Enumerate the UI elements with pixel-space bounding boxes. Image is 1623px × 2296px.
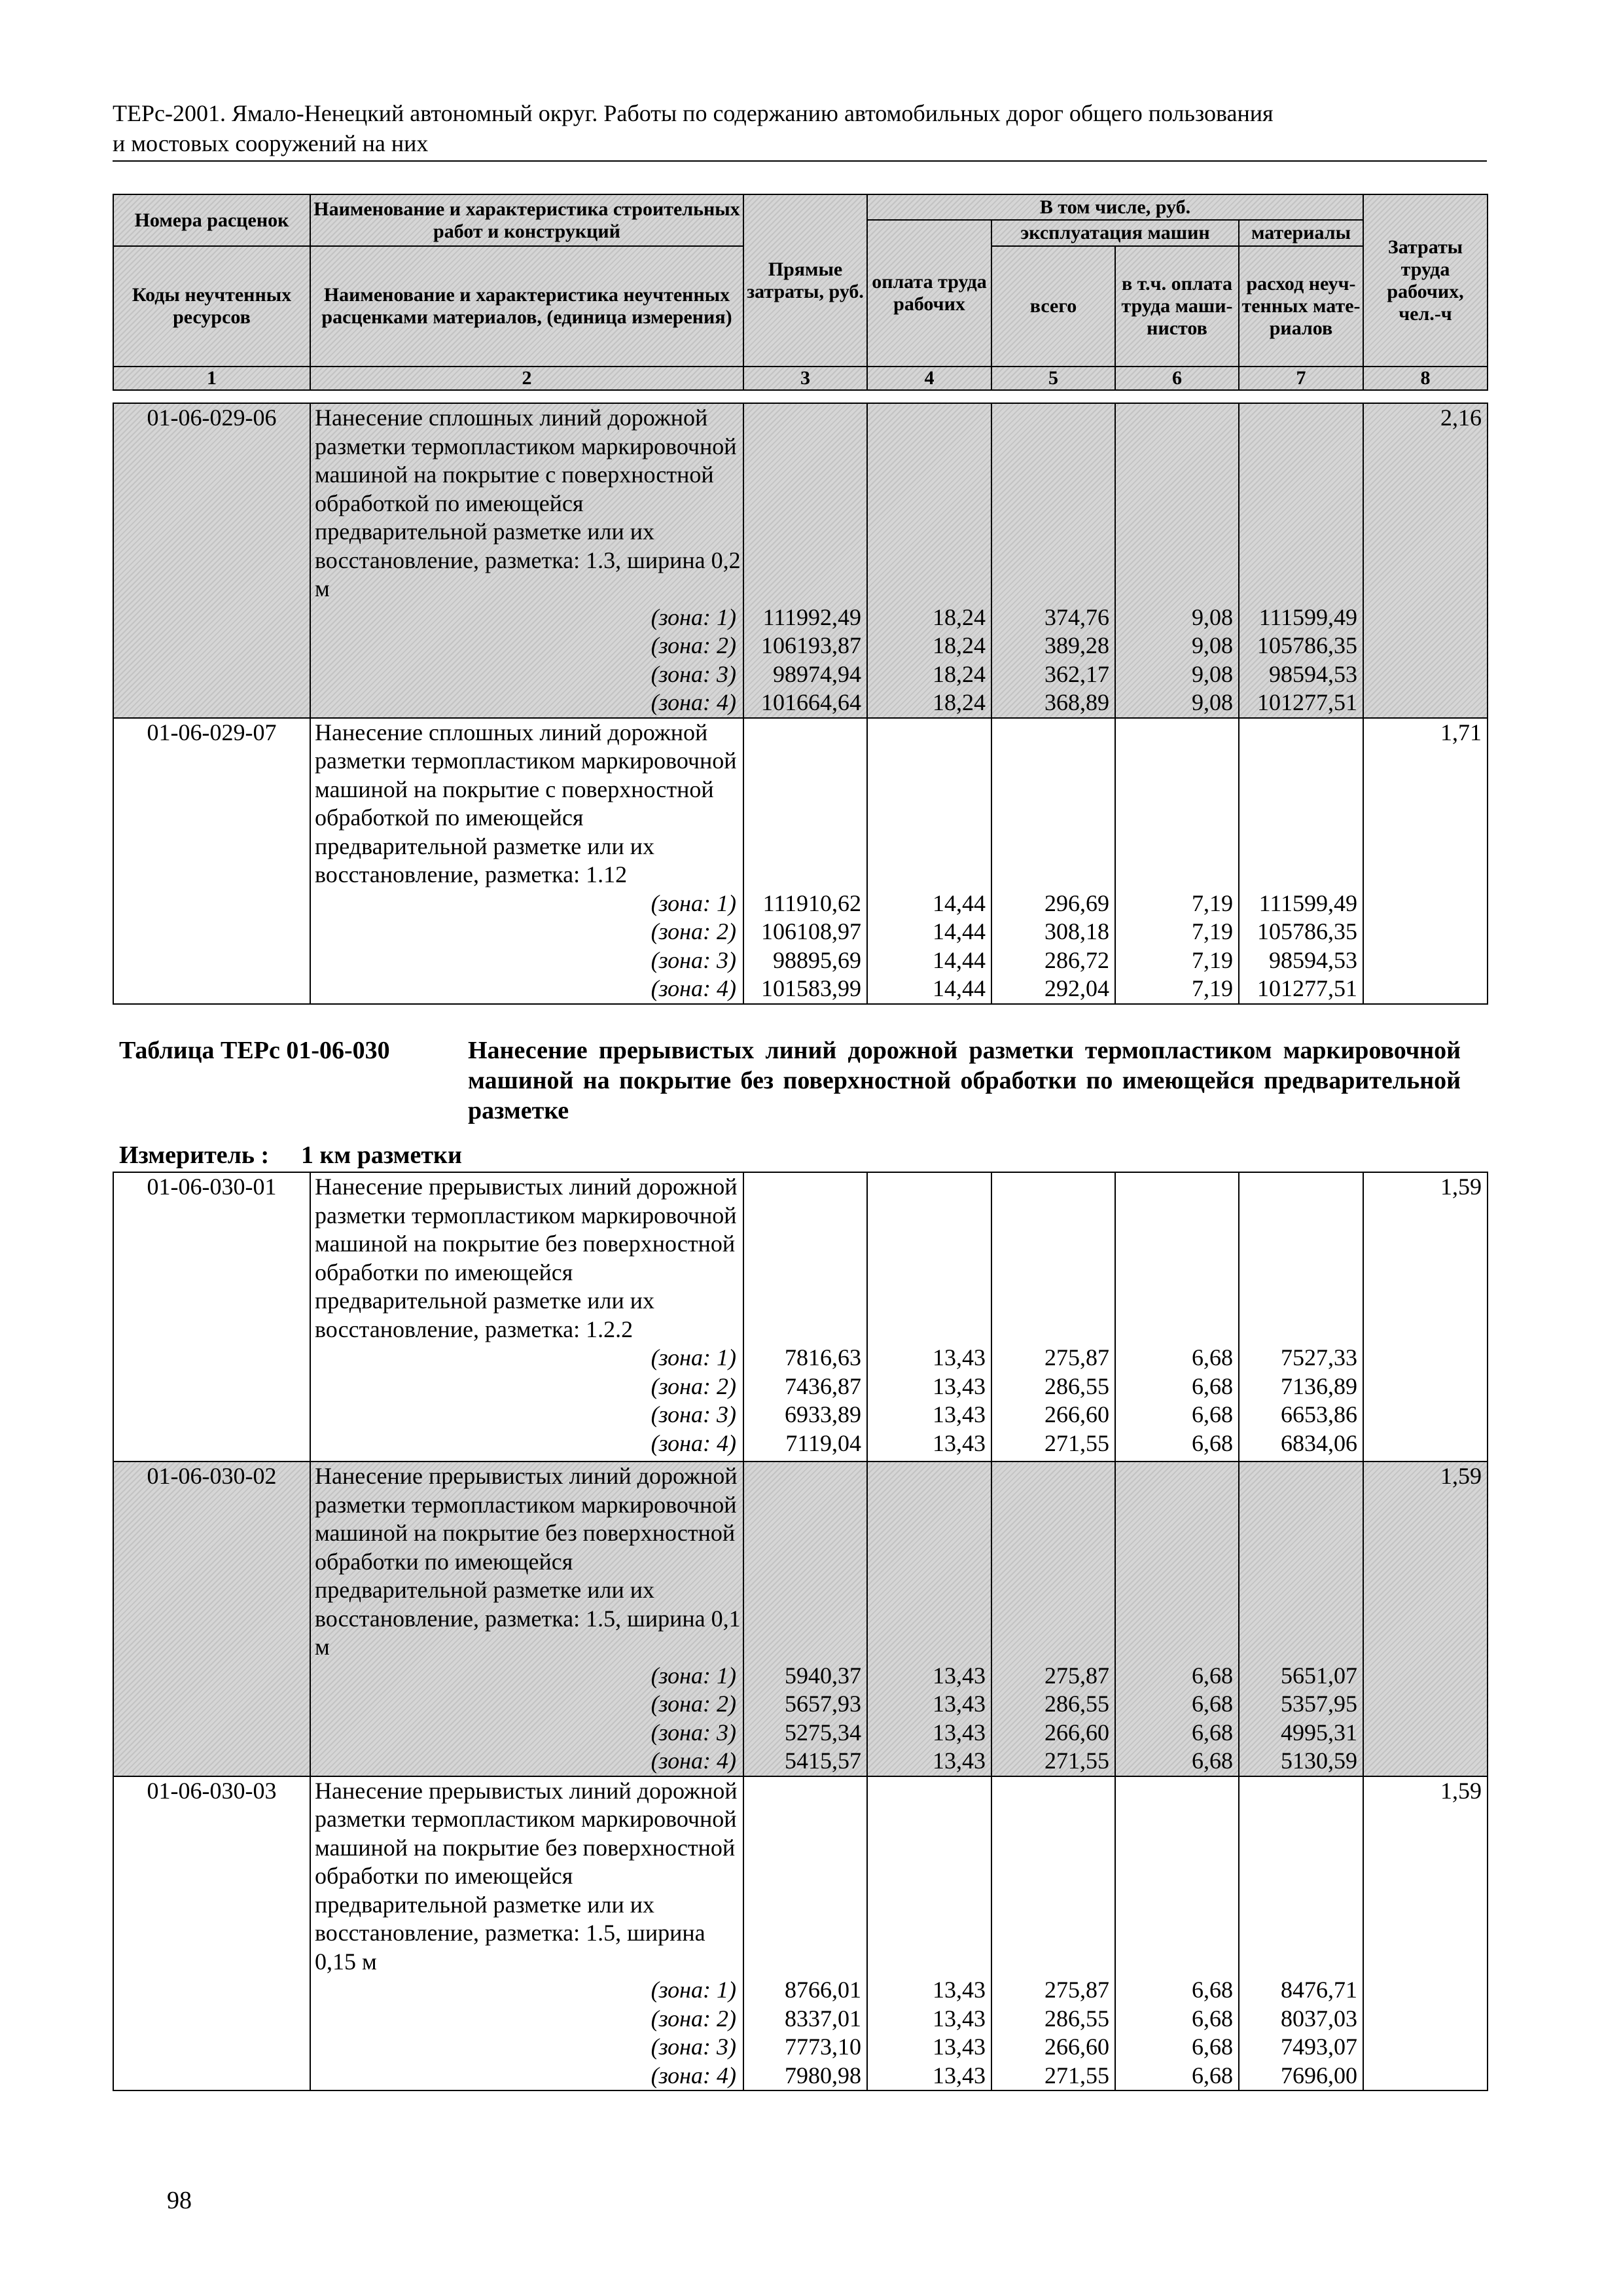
- direct-costs-value: 106193,87: [761, 632, 861, 658]
- direct-costs-value: 7436,87: [785, 1372, 861, 1399]
- zone-label: (зона: 4): [651, 1748, 736, 1774]
- materials-value: 7136,89: [1281, 1372, 1357, 1399]
- header-operator-pay: в т.ч. оплата труда маши-нистов: [1115, 246, 1239, 367]
- machines-total-value: 275,87: [1044, 1662, 1109, 1689]
- machines-total-value: 286,55: [1044, 1372, 1109, 1399]
- direct-costs-value: 6933,89: [785, 1401, 861, 1427]
- labor-costs-value: 1,59: [1363, 1462, 1488, 1776]
- direct-costs-value: 111910,62: [762, 889, 861, 916]
- operator-pay-value: 6,68: [1192, 1372, 1233, 1399]
- worker-pay-value: 13,43: [933, 1401, 986, 1427]
- zone-label: (зона: 3): [651, 2034, 736, 2060]
- materials-value: 111599,49: [1258, 603, 1357, 630]
- table-row: [113, 1172, 1488, 1462]
- machines-total-cell: [991, 1462, 1115, 1776]
- direct-costs-value: 5415,57: [785, 1748, 861, 1774]
- worker-pay-value: 18,24: [933, 689, 986, 715]
- page-header-line-1: ТЕРс-2001. Ямало-Ненецкий автономный округ. Работы по содержанию автомобильных дорог общего пользования: [113, 100, 1274, 126]
- rate-code: 01-06-029-06: [113, 403, 310, 718]
- machines-total-value: 275,87: [1044, 1344, 1109, 1371]
- direct-costs-value: 7773,10: [785, 2034, 861, 2060]
- operator-pay-value: 6,68: [1192, 1977, 1233, 2003]
- rate-description-cell: [310, 1776, 743, 2091]
- measurer-label: Измеритель :: [119, 1141, 270, 1169]
- zone-label: (зона: 2): [651, 2005, 736, 2032]
- machines-total-value: 286,72: [1044, 946, 1109, 973]
- rates-table-029: [113, 403, 1488, 1005]
- worker-pay-value: 13,43: [933, 2034, 986, 2060]
- operator-pay-value: 6,68: [1192, 1662, 1233, 1689]
- column-number: 8: [1363, 367, 1488, 390]
- rate-description: Нанесение сплошных линий дорожной разметки термопластиком маркировочной машиной на покрытие с поверхностной обработкой по имеющейся предварительной разметке или их восстановление, разметка: 1.12: [315, 719, 737, 888]
- worker-pay-cell: [867, 403, 991, 718]
- machines-total-cell: [991, 1172, 1115, 1462]
- rate-description-cell: [310, 1462, 743, 1776]
- zone-label: (зона: 2): [651, 918, 736, 944]
- worker-pay-value: 18,24: [933, 660, 986, 687]
- operator-pay-value: 7,19: [1192, 946, 1233, 973]
- zone-label: (зона: 1): [651, 1662, 736, 1689]
- rate-description-cell: [310, 718, 743, 1004]
- materials-value: 105786,35: [1257, 918, 1357, 944]
- operator-pay-value: 6,68: [1192, 1691, 1233, 1717]
- materials-value: 7493,07: [1281, 2034, 1357, 2060]
- zone-label: (зона: 4): [651, 1429, 736, 1456]
- header-materials: материалы: [1239, 220, 1363, 246]
- table-row: [113, 1462, 1488, 1776]
- direct-costs-value: 5275,34: [785, 1719, 861, 1746]
- rate-code: 01-06-030-03: [113, 1776, 310, 2091]
- operator-pay-value: 6,68: [1192, 1344, 1233, 1371]
- header-worker-pay: оплата труда рабочих: [867, 220, 991, 367]
- rate-description-cell: [310, 1172, 743, 1462]
- machines-total-value: 368,89: [1044, 689, 1109, 715]
- materials-cell: [1239, 403, 1363, 718]
- materials-value: 105786,35: [1257, 632, 1357, 658]
- materials-value: 7527,33: [1281, 1344, 1357, 1371]
- materials-value: 5130,59: [1281, 1748, 1357, 1774]
- zone-label: (зона: 3): [651, 1401, 736, 1427]
- rate-code: 01-06-030-02: [113, 1462, 310, 1776]
- operator-pay-value: 6,68: [1192, 2034, 1233, 2060]
- direct-costs-value: 98895,69: [773, 946, 861, 973]
- labor-costs-value: 1,71: [1363, 718, 1488, 1004]
- materials-value: 5651,07: [1281, 1662, 1357, 1689]
- machines-total-value: 275,87: [1044, 1977, 1109, 2003]
- materials-value: 8037,03: [1281, 2005, 1357, 2032]
- page-header-line-2: и мостовых сооружений на них: [113, 130, 429, 156]
- rates-table-030: [113, 1172, 1488, 2091]
- column-number: 2: [310, 367, 743, 390]
- operator-pay-value: 7,19: [1192, 918, 1233, 944]
- direct-costs-value: 5657,93: [785, 1691, 861, 1717]
- materials-value: 8476,71: [1281, 1977, 1357, 2003]
- header-unaccounted-material: расход неуч-тенных мате-риалов: [1239, 246, 1363, 367]
- header-rule: [113, 160, 1487, 162]
- worker-pay-value: 13,43: [933, 2062, 986, 2089]
- machines-total-value: 389,28: [1044, 632, 1109, 658]
- operator-pay-value: 6,68: [1192, 1401, 1233, 1427]
- measurer-value: 1 км разметки: [301, 1141, 462, 1169]
- rate-description: Нанесение прерывистых линий дорожной разметки термопластиком маркировочной машиной на покрытие без поверхностной обработки по имеющейся предварительной разметке или их восстановление, разметка: 1.5, ширина 0,1 м: [315, 1463, 741, 1660]
- zone-label: (зона: 2): [651, 1691, 736, 1717]
- rate-code: 01-06-030-01: [113, 1172, 310, 1462]
- operator-pay-value: 7,19: [1192, 889, 1233, 916]
- zone-label: (зона: 1): [651, 603, 736, 630]
- worker-pay-value: 18,24: [933, 632, 986, 658]
- machines-total-value: 374,76: [1044, 603, 1109, 630]
- direct-costs-value: 98974,94: [773, 660, 861, 687]
- worker-pay-value: 13,43: [933, 1372, 986, 1399]
- direct-costs-value: 8337,01: [785, 2005, 861, 2032]
- operator-pay-value: 9,08: [1192, 603, 1233, 630]
- direct-costs-cell: [743, 1172, 867, 1462]
- column-number: 5: [991, 367, 1115, 390]
- direct-costs-value: 7119,04: [785, 1429, 861, 1456]
- zone-label: (зона: 3): [651, 660, 736, 687]
- column-number: 4: [867, 367, 991, 390]
- direct-costs-value: 8766,01: [785, 1977, 861, 2003]
- operator-pay-value: 6,68: [1192, 1429, 1233, 1456]
- machines-total-value: 286,55: [1044, 2005, 1109, 2032]
- column-number: 1: [113, 367, 310, 390]
- header-incl: В том числе, руб.: [867, 194, 1363, 220]
- column-number: 7: [1239, 367, 1363, 390]
- zone-label: (зона: 1): [651, 889, 736, 916]
- rate-description: Нанесение прерывистых линий дорожной разметки термопластиком маркировочной машиной на покрытие без поверхностной обработки по имеющейся предварительной разметке или их восстановление, разметка: 1.2.2: [315, 1174, 738, 1342]
- header-work-name: Наименование и характеристика строительных работ и конструкций: [310, 194, 743, 246]
- worker-pay-value: 13,43: [933, 1719, 986, 1746]
- worker-pay-value: 13,43: [933, 2005, 986, 2032]
- materials-cell: [1239, 1172, 1363, 1462]
- page-number: 98: [167, 2187, 192, 2214]
- worker-pay-value: 14,44: [933, 946, 986, 973]
- table-title: Нанесение прерывистых линий дорожной разметки термопластиком маркировочной машиной на покрытие без поверхностной обработки по имеющейся предварительной разметке: [468, 1037, 1461, 1124]
- direct-costs-cell: [743, 403, 867, 718]
- worker-pay-value: 14,44: [933, 918, 986, 944]
- operator-pay-value: 6,68: [1192, 1748, 1233, 1774]
- direct-costs-cell: [743, 1462, 867, 1776]
- rate-description: Нанесение прерывистых линий дорожной разметки термопластиком маркировочной машиной на покрытие без поверхностной обработки по имеющейся предварительной разметке или их восстановление, разметка: 1.5, ширина 0,15 м: [315, 1777, 738, 1975]
- machines-total-value: 266,60: [1044, 1401, 1109, 1427]
- labor-costs-value: 2,16: [1363, 403, 1488, 718]
- header-machine-exploitation: эксплуатация машин: [991, 220, 1239, 246]
- materials-cell: [1239, 1462, 1363, 1776]
- direct-costs-value: 106108,97: [761, 918, 861, 944]
- worker-pay-value: 13,43: [933, 1662, 986, 1689]
- table-row: [113, 1776, 1488, 2091]
- worker-pay-value: 13,43: [933, 1344, 986, 1371]
- materials-value: 4995,31: [1281, 1719, 1357, 1746]
- zone-label: (зона: 4): [651, 689, 736, 715]
- materials-value: 7696,00: [1281, 2062, 1357, 2089]
- operator-pay-cell: [1115, 718, 1239, 1004]
- zone-label: (зона: 4): [651, 2062, 736, 2089]
- worker-pay-value: 13,43: [933, 1429, 986, 1456]
- worker-pay-cell: [867, 1776, 991, 2091]
- zone-label: (зона: 2): [651, 1372, 736, 1399]
- header-resource-codes: Коды неучтенных ресурсов: [113, 246, 310, 367]
- operator-pay-value: 9,08: [1192, 689, 1233, 715]
- zone-label: (зона: 1): [651, 1977, 736, 2003]
- worker-pay-cell: [867, 1462, 991, 1776]
- zone-label: (зона: 3): [651, 946, 736, 973]
- machines-total-value: 362,17: [1044, 660, 1109, 687]
- direct-costs-value: 111992,49: [762, 603, 861, 630]
- machines-total-value: 286,55: [1044, 1691, 1109, 1717]
- materials-value: 6834,06: [1281, 1429, 1357, 1456]
- operator-pay-value: 6,68: [1192, 2005, 1233, 2032]
- labor-costs-value: 1,59: [1363, 1776, 1488, 2091]
- machines-total-value: 296,69: [1044, 889, 1109, 916]
- table-id: Таблица ТЕРс 01-06-030: [119, 1037, 390, 1064]
- materials-value: 98594,53: [1269, 660, 1357, 687]
- worker-pay-cell: [867, 1172, 991, 1462]
- worker-pay-value: 14,44: [933, 975, 986, 1001]
- operator-pay-cell: [1115, 1172, 1239, 1462]
- rate-description-cell: [310, 403, 743, 718]
- worker-pay-value: 13,43: [933, 1691, 986, 1717]
- operator-pay-cell: [1115, 1462, 1239, 1776]
- materials-value: 5357,95: [1281, 1691, 1357, 1717]
- worker-pay-value: 13,43: [933, 1977, 986, 2003]
- direct-costs-cell: [743, 1776, 867, 2091]
- worker-pay-cell: [867, 718, 991, 1004]
- column-number: 6: [1115, 367, 1239, 390]
- machines-total-value: 266,60: [1044, 2034, 1109, 2060]
- zone-label: (зона: 3): [651, 1719, 736, 1746]
- operator-pay-value: 7,19: [1192, 975, 1233, 1001]
- materials-value: 111599,49: [1258, 889, 1357, 916]
- machines-total-value: 308,18: [1044, 918, 1109, 944]
- header-direct-costs: Прямые затраты, руб.: [743, 194, 867, 367]
- direct-costs-value: 5940,37: [785, 1662, 861, 1689]
- worker-pay-value: 18,24: [933, 603, 986, 630]
- operator-pay-value: 6,68: [1192, 1719, 1233, 1746]
- machines-total-value: 271,55: [1044, 2062, 1109, 2089]
- machines-total-cell: [991, 403, 1115, 718]
- operator-pay-value: 9,08: [1192, 660, 1233, 687]
- column-number: 3: [743, 367, 867, 390]
- machines-total-cell: [991, 1776, 1115, 2091]
- materials-value: 6653,86: [1281, 1401, 1357, 1427]
- machines-total-value: 266,60: [1044, 1719, 1109, 1746]
- zone-label: (зона: 4): [651, 975, 736, 1001]
- labor-costs-value: 1,59: [1363, 1172, 1488, 1462]
- table-row: [113, 718, 1488, 1004]
- materials-value: 101277,51: [1257, 975, 1357, 1001]
- direct-costs-value: 101583,99: [761, 975, 861, 1001]
- materials-cell: [1239, 1776, 1363, 2091]
- measurer: [119, 1140, 462, 1170]
- direct-costs-value: 101664,64: [761, 689, 861, 715]
- machines-total-cell: [991, 718, 1115, 1004]
- operator-pay-value: 6,68: [1192, 2062, 1233, 2089]
- page-header: [113, 98, 1487, 158]
- column-header-table: [113, 194, 1488, 391]
- zone-label: (зона: 2): [651, 632, 736, 658]
- materials-cell: [1239, 718, 1363, 1004]
- direct-costs-value: 7980,98: [785, 2062, 861, 2089]
- rate-description: Нанесение сплошных линий дорожной разметки термопластиком маркировочной машиной на покрытие с поверхностной обработкой по имеющейся предварительной разметке или их восстановление, разметка: 1.3, ширина 0,2 м: [315, 404, 741, 601]
- machines-total-value: 292,04: [1044, 975, 1109, 1001]
- machines-total-value: 271,55: [1044, 1429, 1109, 1456]
- header-rate-number: Номера расценок: [113, 194, 310, 246]
- operator-pay-cell: [1115, 1776, 1239, 2091]
- operator-pay-cell: [1115, 403, 1239, 718]
- header-materials-name: Наименование и характеристика неучтенных расценками материалов, (единица измерения): [310, 246, 743, 367]
- direct-costs-cell: [743, 718, 867, 1004]
- table-row: [113, 403, 1488, 718]
- materials-value: 98594,53: [1269, 946, 1357, 973]
- zone-label: (зона: 1): [651, 1344, 736, 1371]
- machines-total-value: 271,55: [1044, 1748, 1109, 1774]
- worker-pay-value: 14,44: [933, 889, 986, 916]
- header-labor-costs: Затраты труда рабочих, чел.-ч: [1363, 194, 1488, 367]
- operator-pay-value: 9,08: [1192, 632, 1233, 658]
- materials-value: 101277,51: [1257, 689, 1357, 715]
- header-machines-total: всего: [991, 246, 1115, 367]
- rate-code: 01-06-029-07: [113, 718, 310, 1004]
- direct-costs-value: 7816,63: [785, 1344, 861, 1371]
- worker-pay-value: 13,43: [933, 1748, 986, 1774]
